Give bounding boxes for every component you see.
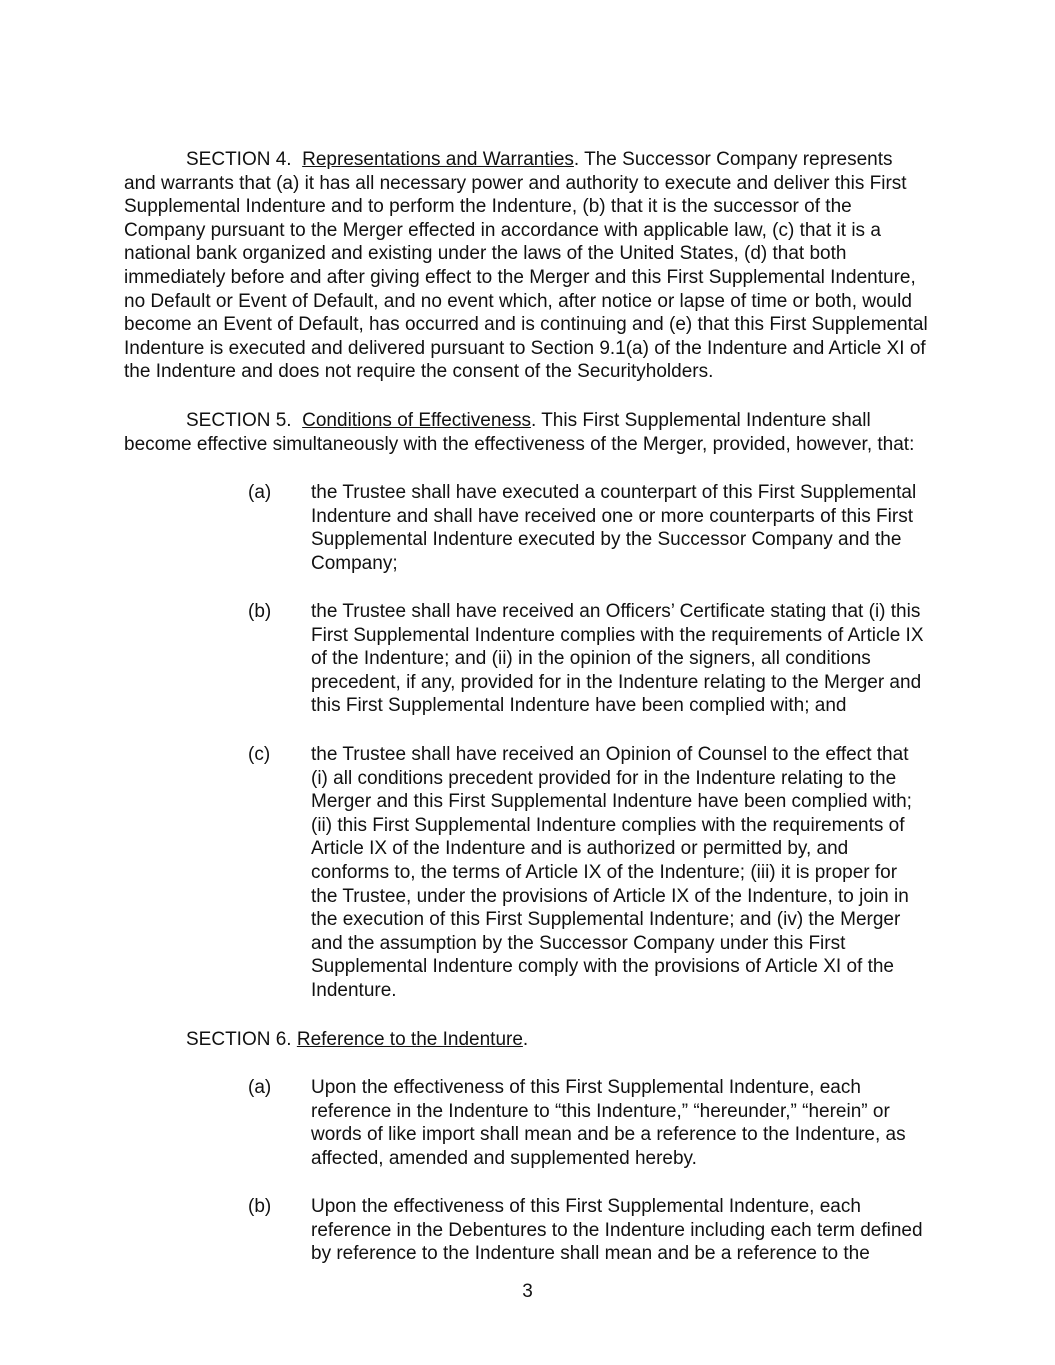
item-text: the Trustee shall have executed a counterpart of this First Supplemental Indenture and shall have received one or more counterparts of this First Supplemental Indenture executed by the Successor Company and the Company; <box>311 482 917 574</box>
section-5-heading: SECTION 5. <box>186 410 292 431</box>
section-5-title: Conditions of Effectiveness <box>302 410 531 431</box>
section-6-body: . <box>522 1029 529 1050</box>
item-label: (a) <box>248 482 272 503</box>
item-text: Upon the effectiveness of this First Supplemental Indenture, each reference in the Debentures to the Indenture including each term defined by reference to the Indenture shall mean and be a reference to the <box>311 1196 923 1265</box>
section-6-heading: SECTION 6. <box>186 1029 292 1050</box>
section-5-paragraph <box>124 409 929 456</box>
item-label: (b) <box>248 1196 272 1217</box>
item-text: Upon the effectiveness of this First Supplemental Indenture, each reference in the Indenture to “this Indenture,” “hereunder,” “herein” or words of like import shall mean and be a reference to the Indenture, as affected, amended and supplemented hereby. <box>311 1077 906 1169</box>
section-4-title: Representations and Warranties <box>302 149 574 170</box>
page-number: 3 <box>522 1281 533 1302</box>
section-6-paragraph <box>186 1028 528 1052</box>
item-text: the Trustee shall have received an Officers’ Certificate stating that (i) this First Supplemental Indenture complies with the requirements of Article IX of the Indenture; and (ii) in the opinion of the signers, all conditions precedent, if any, provided for in the Indenture relating to the Merger and this First Supplemental Indenture have been complied with; and <box>311 601 924 717</box>
section-4-body: . The Successor Company represents and warrants that (a) it has all necessary power and authority to execute and deliver this First Supplemental Indenture and to perform the Indenture, (b) that it is the successor of the Company pursuant to the Merger effected in accordance with applicable law, (c) that it is a national bank organized and existing under the laws of the United States, (d) that both immediately before and after giving effect to the Merger and this First Supplemental Indenture, no Default or Event of Default, and no event which, after notice or lapse of time or both, would become an Event of Default, has occurred and is continuing and (e) that this First Supplemental Indenture is executed and delivered pursuant to Section 9.1(a) of the Indenture and Article XI of the Indenture and does not require the consent of the Securityholders. <box>124 149 928 383</box>
item-label: (c) <box>248 744 271 765</box>
section-4-paragraph <box>124 148 929 384</box>
item-label: (a) <box>248 1077 272 1098</box>
section-4-heading: SECTION 4. <box>186 149 292 170</box>
section-5-body: . This First Supplemental Indenture shall become effective simultaneously with the effectiveness of the Merger, provided, however, that: <box>124 410 915 455</box>
item-text: the Trustee shall have received an Opinion of Counsel to the effect that (i) all conditions precedent provided for in the Indenture relating to the Merger and this First Supplemental Indenture have been complied with; (ii) this First Supplemental Indenture complies with the requirements of Article IX of the Indenture and is authorized or permitted by, and conforms to, the terms of Article IX of the Indenture; (iii) it is proper for the Trustee, under the provisions of Article IX of the Indenture, to join in the execution of this First Supplemental Indenture; and (iv) the Merger and the assumption by the Successor Company under this First Supplemental Indenture comply with the provisions of Article XI of the Indenture. <box>311 744 912 1001</box>
item-label: (b) <box>248 601 272 622</box>
section-6-title: Reference to the Indenture <box>296 1029 523 1050</box>
